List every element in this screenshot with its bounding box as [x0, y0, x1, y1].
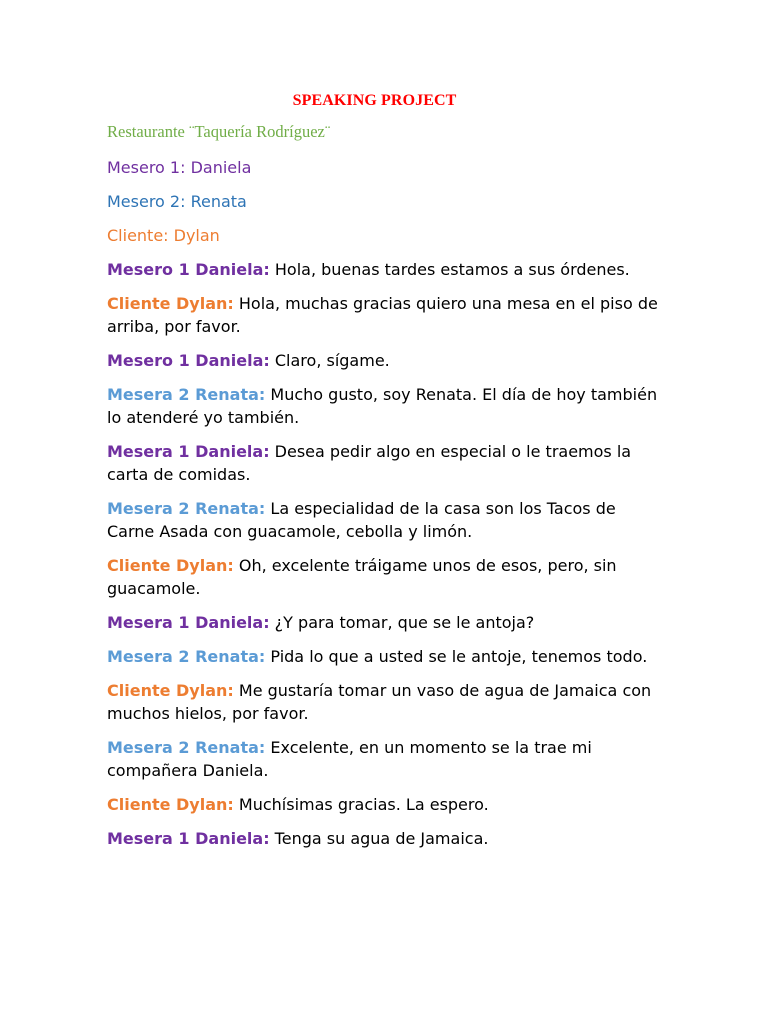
dialogue-line	[107, 611, 667, 634]
dialogue-text: La especialidad de la casa son los Tacos de Carne Asada con guacamole, cebolla y limón.	[107, 499, 616, 541]
dialogue-line	[107, 554, 667, 600]
dialogue-line	[107, 827, 667, 850]
cast-item-daniela: Mesero 1: Daniela	[107, 158, 252, 177]
dialogue-text: Hola, muchas gracias quiero una mesa en el piso de arriba, por favor.	[107, 294, 658, 336]
document-page	[107, 92, 667, 861]
speaker-label: Mesero 1 Daniela:	[107, 260, 270, 279]
document-title: SPEAKING PROJECT	[292, 92, 457, 109]
dialogue-text: Me gustaría tomar un vaso de agua de Jamaica con muchos hielos, por favor.	[107, 681, 652, 723]
speaker-label: Mesera 2 Renata:	[107, 499, 266, 518]
cast-item-dylan: Cliente: Dylan	[107, 226, 220, 245]
dialogue	[107, 258, 667, 850]
dialogue-line	[107, 349, 667, 372]
dialogue-text: Muchísimas gracias. La espero.	[233, 795, 489, 814]
dialogue-line	[107, 258, 667, 281]
speaker-label: Mesera 1 Daniela:	[107, 613, 270, 632]
dialogue-text: Mucho gusto, soy Renata. El día de hoy también lo atenderé yo también.	[107, 385, 658, 427]
dialogue-line	[107, 736, 667, 782]
cast-list	[107, 156, 667, 247]
dialogue-line	[107, 645, 667, 668]
dialogue-text: Claro, sígame.	[269, 351, 390, 370]
dialogue-text: Desea pedir algo en especial o le traemos la carta de comidas.	[107, 442, 632, 484]
speaker-label: Cliente Dylan:	[107, 681, 234, 700]
dialogue-line	[107, 793, 667, 816]
speaker-label: Mesera 2 Renata:	[107, 738, 266, 757]
dialogue-line	[107, 679, 667, 725]
speaker-label: Mesera 2 Renata:	[107, 385, 266, 404]
dialogue-line	[107, 292, 667, 338]
dialogue-text: Pida lo que a usted se le antoje, tenemos todo.	[265, 647, 648, 666]
speaker-label: Mesera 2 Renata:	[107, 647, 266, 666]
dialogue-text: ¿Y para tomar, que se le antoja?	[269, 613, 535, 632]
speaker-label: Cliente Dylan:	[107, 795, 234, 814]
speaker-label: Cliente Dylan:	[107, 556, 234, 575]
dialogue-text: Tenga su agua de Jamaica.	[269, 829, 489, 848]
dialogue-line	[107, 440, 667, 486]
cast-item-renata: Mesero 2: Renata	[107, 192, 247, 211]
dialogue-text: Excelente, en un momento se la trae mi compañera Daniela.	[107, 738, 592, 780]
speaker-label: Mesero 1 Daniela:	[107, 351, 270, 370]
dialogue-text: Hola, buenas tardes estamos a sus órdenes.	[269, 260, 630, 279]
document-subtitle: Restaurante ¨Taquería Rodríguez¨	[107, 122, 331, 141]
dialogue-text: Oh, excelente tráigame unos de esos, pero, sin guacamole.	[107, 556, 617, 598]
dialogue-line	[107, 497, 667, 543]
speaker-label: Mesera 1 Daniela:	[107, 829, 270, 848]
dialogue-line	[107, 383, 667, 429]
speaker-label: Cliente Dylan:	[107, 294, 234, 313]
speaker-label: Mesera 1 Daniela:	[107, 442, 270, 461]
